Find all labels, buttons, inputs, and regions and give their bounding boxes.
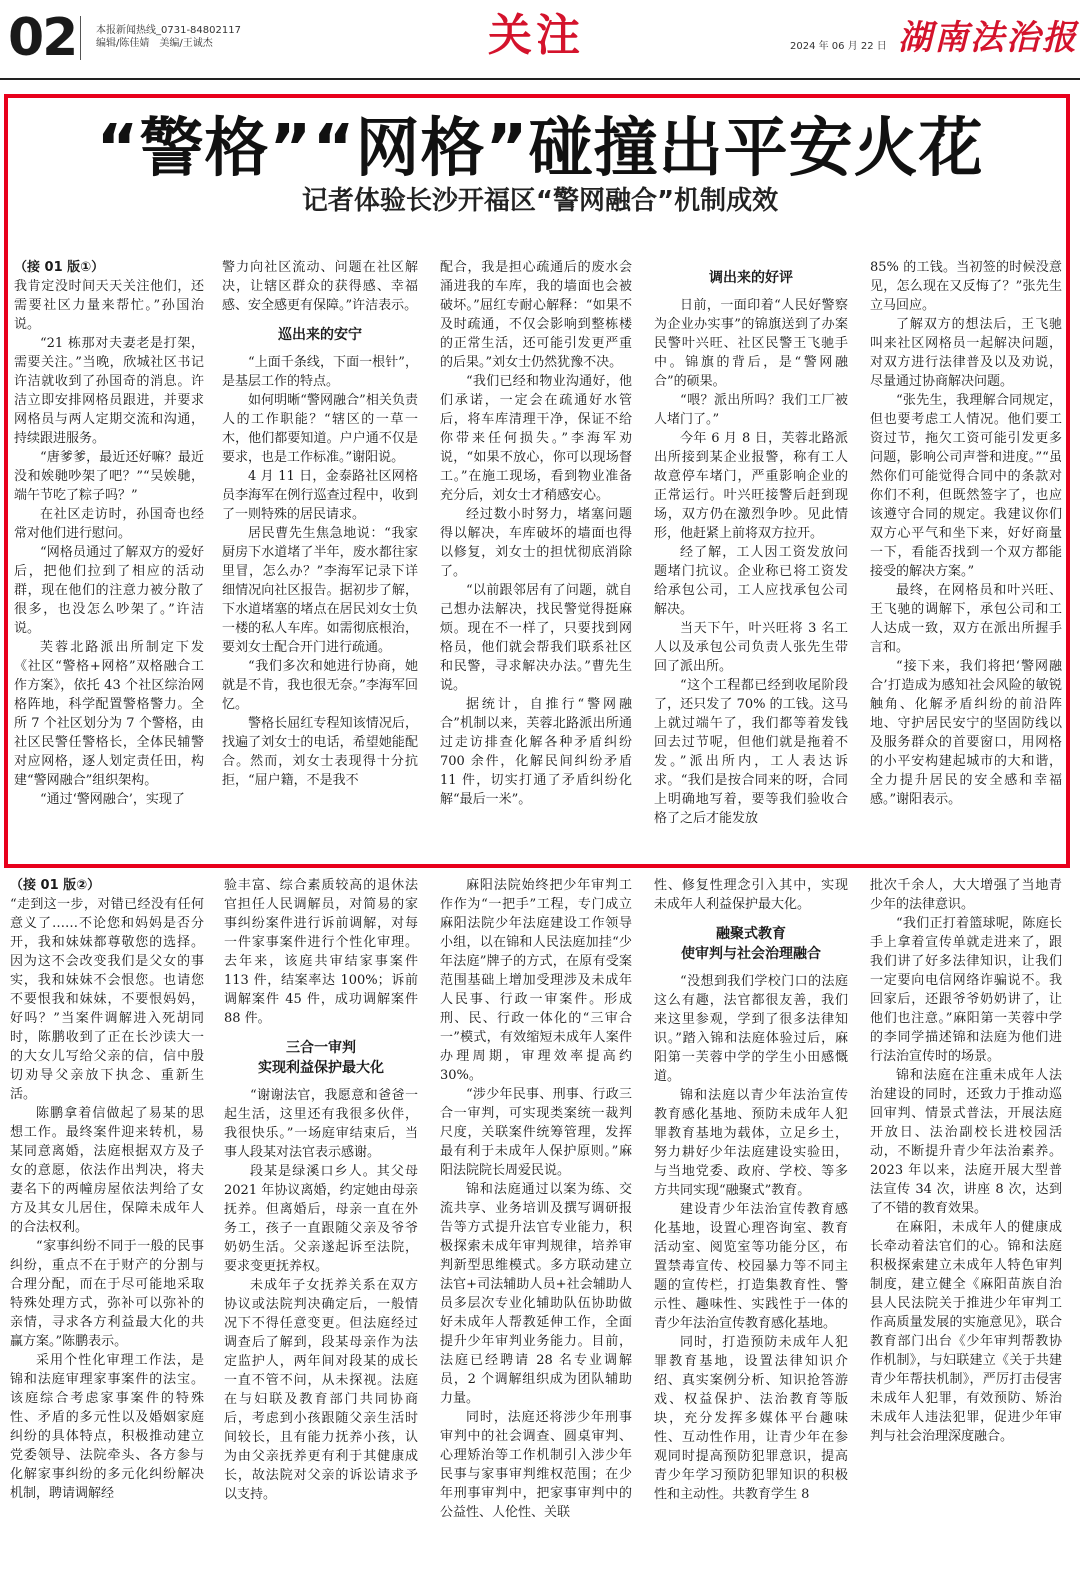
paragraph: [654, 1333, 848, 1504]
paragraph-text: “通过‘警网融合’，实现了: [40, 792, 185, 807]
paragraph: [222, 391, 418, 467]
subheading-line: 三合一审判: [286, 1040, 356, 1056]
paragraph: [222, 657, 418, 714]
paragraph: [654, 429, 848, 543]
paragraph: [440, 1085, 632, 1180]
paragraph-text: “网格员通过了解双方的爱好后，把他们拉到了相应的活动群，现在他们的注意力被分散了很多，也没怎么吵架了。”许洁说。: [14, 545, 204, 636]
issue-date: 2024 年 06 月 22 日: [790, 41, 887, 52]
paragraph: [870, 1066, 1062, 1218]
paragraph-text: 陈鹏拿着信做起了易某的思想工作。最终案件迎来转机，易某同意离婚，法庭根据双方及子女的意愿，依法作出判决，将夫妻名下的两幢房屋依法判给了女方及其女儿居住，保障未成年人的合法权利。: [10, 1106, 204, 1235]
paragraph: [440, 1408, 632, 1522]
paragraph-text: “张先生，我理解合同规定，但也要考虑工人情况。他们要工资过节，拖欠工资可能引发更多问题，影响公司声誉和进度。”“虽然你们可能觉得合同中的条款对你们不利，但既然签字了，也应该遵守合同的规定。我建议你们双方心平气和坐下来，好好商量一下，看能否找到一个双方都能接受的解决方案。”: [870, 393, 1062, 579]
paragraph-text: 经了解，工人因工资发放问题堵门抗议。企业称已将工资发给承包公司，工人应找承包公司解决。: [654, 545, 848, 617]
paragraph: [654, 876, 848, 914]
paragraph-text: “喂？派出所吗？我们工厂被人堵门了。”: [654, 393, 848, 427]
paragraph: [10, 1104, 204, 1237]
paragraph-text: 锦和法庭通过以案为练、交流共享、业务培训及撰写调研报告等方式提升法官专业能力，积极探索未成年审判规律，培养审判新型思维模式。多方联动建立法官+司法辅助人员+社会辅助人员多层次专业化辅助队伍协助做好未成年人帮教延伸工作，全面提升少年审判业务能力。目前，法庭已经聘请 28 名专业调解员，2 个调解组织成为团队辅助力量。: [440, 1182, 632, 1406]
paragraph: [224, 1162, 418, 1276]
paragraph: [224, 876, 418, 1028]
paragraph: [224, 1086, 418, 1162]
paragraph-text: “谢谢法官，我愿意和爸爸一起生活，这里还有我很多伙伴，我很快乐。”一场庭审结束后，当事人段某对法官表示感谢。: [224, 1088, 418, 1160]
paragraph-text: 我肯定没时间天天关注他们，还需要社区力量来帮忙。”孙国治说。: [14, 279, 204, 332]
subheading-line: 调出来的好评: [709, 270, 793, 286]
newspaper-logo: 湖南法治报: [898, 18, 1078, 58]
paragraph: [440, 505, 632, 581]
paragraph: [870, 258, 1062, 315]
paragraph: [222, 467, 418, 524]
subheading-line: 融聚式教育: [716, 926, 786, 942]
paragraph-text: 在社区走访时，孙国奇也经常对他们进行慰问。: [14, 507, 204, 541]
paragraph: [440, 1180, 632, 1408]
paragraph-text: 性、修复性理念引入其中，实现未成年人利益保护最大化。: [654, 878, 848, 912]
continued-from-tag: （接 01 版①）: [14, 260, 105, 275]
paragraph-text: 验丰富、综合素质较高的退休法官担任人民调解员，对简易的家事纠纷案件进行诉前调解，对每一件家事案件进行个性化审理。去年来，该庭共审结家事案件 113 件，结案率达 100%；诉前调解案件 45 件，成功调解案件 88 件。: [224, 878, 418, 1026]
paragraph-text: “唐爹爹，最近还好嘛？最近没和娭毑吵架了吧？”“吴娭毑，端午节吃了粽子吗？”: [14, 450, 204, 503]
paragraph: [440, 258, 632, 372]
paragraph: [440, 581, 632, 695]
paragraph: [10, 1351, 204, 1503]
feature-column-4: [654, 258, 848, 838]
paragraph: [654, 619, 848, 676]
paragraph: [870, 657, 1062, 809]
paragraph-text: “我们多次和她进行协商，她就是不肯，我也很无奈。”李海军回忆。: [222, 659, 418, 712]
masthead-divider: [80, 16, 81, 60]
paragraph: [870, 391, 1062, 581]
paragraph-text: 当天下午，叶兴旺将 3 名工人以及承包公司负责人张先生带回了派出所。: [654, 621, 848, 674]
paragraph: [654, 972, 848, 1086]
paragraph-text: “走到这一步，对错已经没有任何意义了……不论您和妈妈是否分开，我和妹妹都尊敬您的选择。因为这不会改变我们是父女的事实，我和妹妹不会恨您。也请您不要恨我和妹妹，不要恨妈妈，好吗？”当案件调解进入死胡同时，陈鹏收到了正在长沙读大一的大女儿写给父亲的信，信中殷切劝导父亲放下执念、重新生活。: [10, 897, 204, 1102]
paragraph: [870, 914, 1062, 1066]
paragraph: [14, 543, 204, 638]
paragraph: [870, 1218, 1062, 1446]
paragraph-text: 麻阳法院始终把少年审判工作作为“一把手”工程，专门成立麻阳法院少年法庭建设工作领导小组，以在锦和人民法庭加挂“少年法庭”牌子的方式，在原有受案范围基础上增加受理涉及未成年人民事、行政一审案件。形成刑、民、行政一体化的“三审合一”模式，有效缩短未成年人案件办理周期，审理效率提高约 30%。: [440, 878, 632, 1083]
subheading: [654, 268, 848, 288]
paragraph: [14, 258, 204, 334]
paragraph-text: “这个工程都已经到收尾阶段了，还只发了 70% 的工钱。这马上就过端午了，我们都等着发钱回去过节呢，但他们就是拖着不发。”派出所内，工人表达诉求。“我们是按合同来的呀，合同上明确地写着，要等我们验收合格了之后才能发放: [654, 678, 848, 826]
paragraph-text: “家事纠纷不同于一般的民事纠纷，重点不在于财产的分割与合理分配，而在于尽可能地采取特殊处理方式，弥补可以弥补的亲情，寻求各方利益最大化的共赢方案。”陈鹏表示。: [10, 1239, 204, 1349]
feature-headline: “警格”“网格”碰撞出平安火花: [96, 112, 984, 186]
feature-column-1: [14, 258, 204, 838]
section-title: 关注: [488, 10, 584, 61]
paragraph-text: 最终，在网格员和叶兴旺、王飞驰的调解下，承包公司和工人达成一致，双方在派出所握手言和。: [870, 583, 1062, 655]
paragraph-text: 了解双方的想法后，王飞驰叫来社区网格员一起解决问题，对双方进行法律普及以及劝说，尽量通过协商解决问题。: [870, 317, 1062, 389]
paragraph-text: 今年 6 月 8 日，芙蓉北路派出所接到某企业报警，称有工人故意停车堵门，严重影响企业的正常运行。叶兴旺接警后赶到现场，双方仍在激烈争吵。见此情形，他赶紧上前将双方拉开。: [654, 431, 848, 541]
feature-column-5: [870, 258, 1062, 838]
feature-column-3: [440, 258, 632, 838]
paragraph: [654, 543, 848, 619]
paragraph: [222, 524, 418, 657]
paragraph-text: 警格长屈红专程知该情况后，找遍了刘女士的电话，希望她能配合。然而，刘女士表现得十分抗拒，“屈户籍，不是我不: [222, 716, 418, 788]
paragraph-text: 据统计，自推行“警网融合”机制以来，芙蓉北路派出所通过走访排查化解各种矛盾纠纷 700 余件，化解民间纠纷矛盾 11 件，切实打通了矛盾纠纷化解“最后一米”。: [440, 697, 632, 807]
paragraph: [14, 505, 204, 543]
paragraph-text: 批次千余人，大大增强了当地青少年的法律意识。: [870, 878, 1062, 912]
paragraph: [654, 1086, 848, 1200]
news-hotline: 本报新闻热线_0731-84802117: [96, 25, 241, 36]
paragraph-text: 居民曹先生焦急地说：“我家厨房下水道堵了半年，废水都往家里冒，怎么办？”李海军记录下详细情况向社区报告。据初步了解，下水道堵塞的堵点在居民刘女士负一楼的私人车库。如需彻底根治，要刘女士配合开门进行疏通。: [222, 526, 418, 655]
paragraph: [654, 1200, 848, 1333]
paragraph: [222, 714, 418, 790]
lower-column-3: [440, 876, 632, 1568]
continued-from-tag: （接 01 版②）: [10, 878, 101, 893]
paragraph: [222, 353, 418, 391]
paragraph: [14, 334, 204, 448]
masthead-info: [96, 24, 241, 50]
paragraph: [654, 391, 848, 429]
paragraph: [440, 876, 632, 1085]
paragraph-text: 未成年子女抚养关系在双方协议或法院判决确定后，一般情况下不得任意变更。但法庭经过调查后了解到，段某母亲作为法定监护人，两年间对段某的成长一直不管不问，从未探视。法庭在与妇联及教育部门共同协商后，考虑到小孩跟随父亲生活时间较长，且有能力抚养小孩，认为由父亲抚养更有利于其健康成长，故法院对父亲的诉讼请求予以支持。: [224, 1278, 418, 1502]
page-number: 02: [8, 8, 77, 68]
paragraph-text: “我们正打着篮球呢，陈庭长手上拿着宣传单就走进来了，跟我们讲了好多法律知识，让我们一定要向电信网络诈骗说不。我回家后，还跟爷爷奶奶讲了，让他们也注意。”麻阳第一芙蓉中学的李同学描述锦和法庭为他们进行法治宣传时的场景。: [870, 916, 1062, 1064]
lower-column-1: [10, 876, 204, 1568]
paragraph-text: “涉少年民事、刑事、行政三合一审判，可实现类案统一裁判尺度，关联案件统筹管理，发挥最有利于未成年人保护原则。”麻阳法院院长周爱民说。: [440, 1087, 632, 1178]
subheading: [654, 924, 848, 964]
paragraph-text: 段某是绿溪口乡人。其父母 2021 年协议离婚，约定她由母亲抚养。但离婚后，母亲一直在外务工，孩子一直跟随父亲及爷爷奶奶生活。父亲遂起诉至法院，要求变更抚养权。: [224, 1164, 418, 1274]
paragraph-text: “接下来，我们将把‘警网融合’打造成为感知社会风险的敏锐触角、化解矛盾纠纷的前沿阵地、守护居民安宁的坚固防线以及服务群众的首要窗口，用网格的小平安构建起城市的大和谐，全力提升居民的安全感和幸福感。”谢阳表示。: [870, 659, 1062, 807]
paragraph-text: 经过数小时努力，堵塞问题得以解决，车库破坏的墙面也得以修复，刘女士的担忧彻底消除了。: [440, 507, 632, 579]
masthead: [0, 0, 1080, 80]
paragraph-text: 锦和法庭以青少年法治宣传教育感化基地、预防未成年人犯罪教育基地为载体，立足乡土，努力耕好少年法庭建设实验田，与当地党委、政府、学校、等多方共同实现“融聚式”教育。: [654, 1088, 848, 1198]
paragraph: [870, 315, 1062, 391]
paragraph-text: 同时，打造预防未成年人犯罪教育基地，设置法律知识介绍、真实案例分析、知识抢答游戏、权益保护、法治教育等版块，充分发挥多媒体平台趣味性、互动性作用，让青少年在参观同时提高预防犯罪意识，提高青少年学习预防犯罪知识的积极性和主动性。共教育学生 8: [654, 1335, 848, 1502]
paragraph-text: 锦和法庭在注重未成年人法治建设的同时，还致力于推动巡回审判、情景式普法，开展法庭开放日、法治副校长进校园活动，不断提升青少年法治素养。2023 年以来，法庭开展大型普法宣传 34 次，讲座 8 次，达到了不错的教育效果。: [870, 1068, 1062, 1216]
paragraph-text: 4 月 11 日，金泰路社区网格员李海军在例行巡查过程中，收到了一则特殊的居民请求。: [222, 469, 418, 522]
paragraph: [222, 258, 418, 315]
lower-column-2: [224, 876, 418, 1568]
paragraph-text: “21 栋那对夫妻老是打架，需要关注。”当晚，欣城社区书记许洁就收到了孙国奇的消息。许洁立即安排网格员跟进，并要求网格员与两人定期交流和沟通，持续跟进服务。: [14, 336, 204, 446]
feature-subhead: 记者体验长沙开福区“警网融合”机制成效: [301, 186, 779, 216]
paragraph-text: “我们已经和物业沟通好，他们承诺，一定会在疏通好水管后，将车库清理干净，保证不给你带来任何损失。”李海军劝说，“如果不放心，你可以现场督工。”在施工现场，看到物业准备充分后，刘女士才稍感安心。: [440, 374, 632, 503]
paragraph-text: 同时，法庭还将涉少年刑事审判中的社会调查、圆桌审判、心理矫治等工作机制引入涉少年民事与家事审判维权范围；在少年刑事审判中，把家事审判中的公益性、人伦性、关联: [440, 1410, 632, 1520]
paragraph: [10, 876, 204, 1104]
lower-column-4: [654, 876, 848, 1568]
paragraph-text: 警力向社区流动、问题在社区解决，让辖区群众的获得感、幸福感、安全感更有保障。”许洁表示。: [222, 260, 418, 313]
paragraph-text: 建设青少年法治宣传教育感化基地，设置心理咨询室、教育活动室、阅览室等功能分区，布置禁毒宣传、校园暴力等不同主题的宣传栏，打造集教育性、警示性、趣味性、实践性于一体的青少年法治宣传教育感化基地。: [654, 1202, 848, 1331]
paragraph: [14, 790, 204, 809]
paragraph: [224, 1276, 418, 1504]
masthead-rule: [0, 78, 1080, 80]
subheading: [222, 325, 418, 345]
paragraph-text: 日前，一面印着“人民好警察 为企业办实事”的锦旗送到了办案民警叶兴旺、社区民警王飞驰手中。锦旗的背后，是“警网融合”的硕果。: [654, 298, 848, 389]
paragraph-text: “以前跟邻居有了问题，就自己想办法解决，找民警觉得挺麻烦。现在不一样了，只要找到网格员，他们就会帮我们联系社区和民警，寻求解决办法。”曹先生说。: [440, 583, 632, 693]
paragraph: [870, 876, 1062, 914]
editor-credits: 编辑/陈佳婧 美编/王诚杰: [96, 38, 213, 49]
paragraph-text: 85% 的工钱。当初签的时候没意见，怎么现在又反悔了？”张先生立马回应。: [870, 260, 1062, 313]
paragraph: [14, 638, 204, 790]
paragraph: [10, 1237, 204, 1351]
paragraph-text: 在麻阳，未成年人的健康成长牵动着法官们的心。锦和法庭积极探索建立未成年人特色审判制度，建立健全《麻阳苗族自治县人民法院关于推进少年审判工作高质量发展的实施意见》，联合教育部门出台《少年审判帮教协作机制》，与妇联建立《关于共建青少年帮扶机制》，严厉打击侵害未成年人犯罪，有效预防、矫治未成年人违法犯罪，促进少年审判与社会治理深度融合。: [870, 1220, 1062, 1444]
subheading: [224, 1038, 418, 1078]
lower-column-5: [870, 876, 1062, 1568]
paragraph-text: “没想到我们学校门口的法庭这么有趣，法官都很友善，我们来这里参观，学到了很多法律知识。”踏入锦和法庭体验过后，麻阳第一芙蓉中学的学生小田感慨道。: [654, 974, 848, 1084]
paragraph-text: 配合，我是担心疏通后的废水会涌进我的车库，我的墙面也会被破坏。”屈红专耐心解释：“如果不及时疏通，不仅会影响到整栋楼的正常生活，还可能引发更严重的后果。”刘女士仍然犹豫不决。: [440, 260, 632, 370]
feature-column-2: [222, 258, 418, 838]
paragraph-text: “上面千条线，下面一根针”，是基层工作的特点。: [222, 355, 418, 389]
paragraph-text: 如何明晰“警网融合”相关负责人的工作职能？“辖区的一草一木，他们都要知道。户户通不仅是要求，也是工作标准。”谢阳说。: [222, 393, 418, 465]
subheading-line: 巡出来的安宁: [278, 327, 362, 343]
paragraph-text: 采用个性化审理工作法，是锦和法庭审理家事案件的法宝。该庭综合考虑家事案件的特殊性、矛盾的多元性以及婚姻家庭纠纷的具体特点，积极推动建立党委领导、法院牵头、各方参与化解家事纠纷的多元化纠纷解决机制，聘请调解经: [10, 1353, 204, 1501]
paragraph-text: 芙蓉北路派出所制定下发《社区“警格+网格”双格融合工作方案》，依托 43 个社区综治网格阵地，科学配置警格警力。全所 7 个社区划分为 7 个警格，由社区民警任警格长，全体民辅警对应网格，逐人划定责任田，构建“警网融合”组织架构。: [14, 640, 204, 788]
subheading-line: 实现利益保护最大化: [258, 1060, 384, 1076]
paragraph: [440, 372, 632, 505]
paragraph: [654, 676, 848, 828]
paragraph: [440, 695, 632, 809]
subheading-line: 使审判与社会治理融合: [681, 946, 821, 962]
paragraph: [14, 448, 204, 505]
paragraph: [870, 581, 1062, 657]
paragraph: [654, 296, 848, 391]
